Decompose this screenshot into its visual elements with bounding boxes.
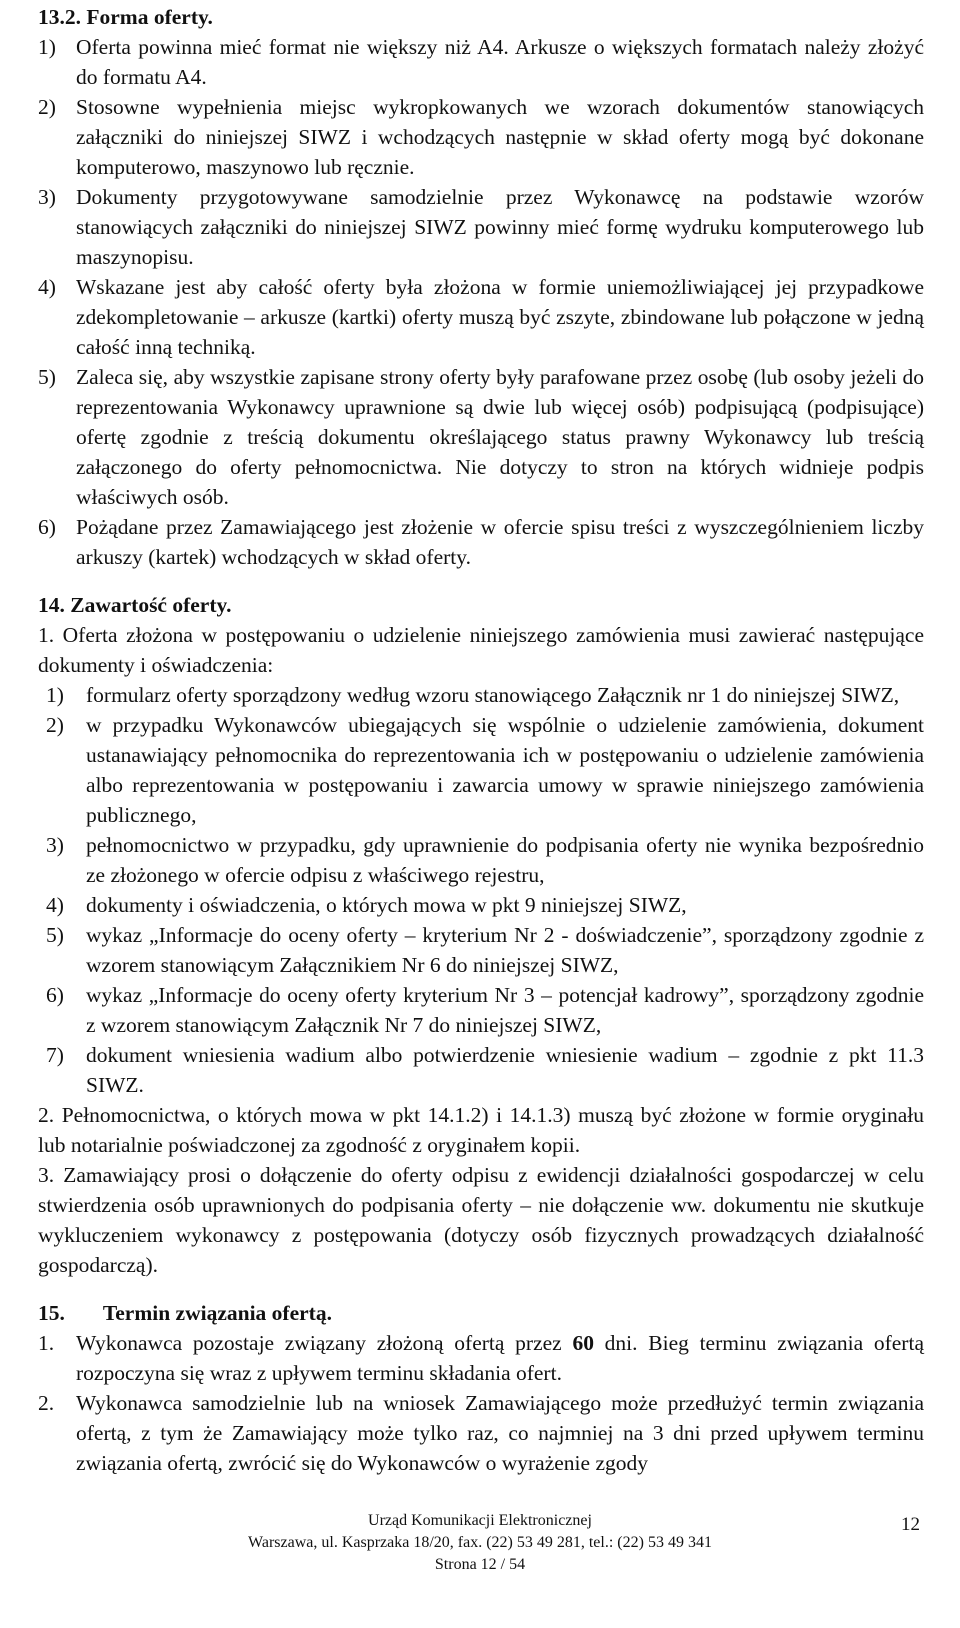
list-item-text-b: dni. Bieg terminu związania ofertą rozpoczyna się wraz z upływem terminu składania ofert. bbox=[76, 1331, 924, 1385]
footer-organization: Urząd Komunikacji Elektronicznej bbox=[368, 1512, 592, 1529]
list-item-number: 4) bbox=[46, 893, 64, 917]
list-item-number: 6) bbox=[38, 515, 56, 539]
list-item bbox=[38, 920, 924, 980]
section-13-2-heading: 13.2. Forma oferty. bbox=[38, 5, 213, 29]
list-item-number: 2) bbox=[46, 713, 64, 737]
section-14-paragraph-2 bbox=[38, 1100, 924, 1160]
list-item bbox=[38, 272, 924, 362]
list-item-text: pełnomocnictwo w przypadku, gdy uprawnienie do podpisania oferty nie wynika bezpośrednio ze złożonego w ofercie odpisu z właściwego rejestru, bbox=[86, 833, 924, 887]
list-item-number: 2) bbox=[38, 95, 56, 119]
list-item-text: dokument wniesienia wadium albo potwierdzenie wniesienie wadium – zgodnie z pkt 11.3 SIWZ. bbox=[86, 1043, 924, 1097]
list-item bbox=[38, 1328, 924, 1388]
list-item-text: Wskazane jest aby całość oferty była złożona w formie uniemożliwiającej jej przypadkowe zdekompletowanie – arkusze (kartki) oferty muszą być zszyte, zbindowane lub połączone w jedną całość inną techniką. bbox=[76, 275, 924, 359]
list-item-number: 1) bbox=[46, 683, 64, 707]
list-item-text: Dokumenty przygotowywane samodzielnie przez Wykonawcę na podstawie wzorów stanowiących załączniki do niniejszej SIWZ powinny mieć formę wydruku komputerowego lub maszynopisu. bbox=[76, 185, 924, 269]
list-item-text: Wykonawca samodzielnie lub na wniosek Zamawiającego może przedłużyć termin związania ofertą, z tym że Zamawiający może tylko raz, co najmniej na 3 dni przed upływem terminu związania ofertą, zwrócić się do Wykonawców o wyrażenie zgody bbox=[76, 1391, 924, 1475]
footer-page-count: Strona 12 / 54 bbox=[434, 1556, 526, 1573]
list-item-text: Pożądane przez Zamawiającego jest złożenie w ofercie spisu treści z wyszczególnieniem liczby arkuszy (kartek) wchodzących w skład oferty. bbox=[76, 515, 924, 569]
list-item-number: 2. bbox=[38, 1391, 55, 1415]
paragraph-text: Zamawiający prosi o dołączenie do oferty odpisu z ewidencji działalności gospodarczej w celu stwierdzenia osób uprawnionych do podpisania oferty – nie dołączenie ww. dokumentu nie skutkuje wykluczeniem wykonawcy z postępowania (dotyczy osób fizycznych prowadzących działalność gospodarczą). bbox=[38, 1163, 925, 1277]
list-item-number: 1) bbox=[38, 35, 56, 59]
list-item-text: dokumenty i oświadczenia, o których mowa w pkt 9 niniejszej SIWZ, bbox=[86, 893, 687, 917]
section-14-sublist bbox=[38, 680, 924, 1100]
list-item-number: 5) bbox=[38, 365, 56, 389]
section-14-paragraph-3 bbox=[38, 1160, 924, 1280]
document-page bbox=[38, 2, 924, 1478]
list-item bbox=[38, 1388, 924, 1478]
list-item-text: wykaz „Informacje do oceny oferty – kryterium Nr 2 - doświadczenie”, sporządzony zgodnie z wzorem stanowiącym Załącznikiem Nr 6 do niniejszej SIWZ, bbox=[86, 923, 924, 977]
paragraph-number: 2. bbox=[38, 1103, 55, 1127]
paragraph-number: 3. bbox=[38, 1163, 55, 1187]
page-footer bbox=[0, 1510, 960, 1576]
list-item-text: formularz oferty sporządzony według wzoru stanowiącego Załącznik nr 1 do niniejszej SIWZ, bbox=[86, 683, 900, 707]
paragraph-number: 1. bbox=[38, 623, 55, 647]
footer-address: Warszawa, ul. Kasprzaka 18/20, fax. (22) 53 49 281, tel.: (22) 53 49 341 bbox=[248, 1534, 712, 1551]
list-item bbox=[38, 890, 924, 920]
list-item-number: 5) bbox=[46, 923, 64, 947]
section-15-title: Termin związania ofertą. bbox=[102, 1301, 332, 1325]
list-item bbox=[38, 182, 924, 272]
list-item bbox=[38, 710, 924, 830]
list-item bbox=[38, 512, 924, 572]
paragraph-text: Oferta złożona w postępowaniu o udzielenie niniejszego zamówienia musi zawierać następujące dokumenty i oświadczenia: bbox=[38, 623, 924, 677]
list-item-number: 4) bbox=[38, 275, 56, 299]
paragraph-text: Pełnomocnictwa, o których mowa w pkt 14.1.2) i 14.1.3) muszą być złożone w formie oryginału lub notarialnie poświadczonej za zgodność z oryginałem kopii. bbox=[38, 1103, 924, 1157]
list-item-text-a: Wykonawca pozostaje związany złożoną ofertą przez bbox=[76, 1331, 573, 1355]
list-item-number: 3) bbox=[46, 833, 64, 857]
list-item bbox=[38, 362, 924, 512]
list-item-text: w przypadku Wykonawców ubiegających się wspólnie o udzielenie zamówienia, dokument ustanawiający pełnomocnika do reprezentowania ich w postępowaniu o udzielenie zamówienia albo reprezentowania w postępowaniu i zawarcia umowy w sprawie niniejszego zamówienia publicznego, bbox=[86, 713, 924, 827]
list-item-text: wykaz „Informacje do oceny oferty kryterium Nr 3 – potencjał kadrowy”, sporządzony zgodnie z wzorem stanowiącym Załącznik Nr 7 do niniejszej SIWZ, bbox=[86, 983, 924, 1037]
section-13-2-list bbox=[38, 32, 924, 572]
section-14-heading: 14. Zawartość oferty. bbox=[38, 593, 232, 617]
offer-validity-days: 60 bbox=[572, 1331, 594, 1355]
section-15-number: 15. bbox=[38, 1301, 65, 1325]
list-item bbox=[38, 680, 924, 710]
list-item bbox=[38, 1040, 924, 1100]
list-item bbox=[38, 92, 924, 182]
section-15-list bbox=[38, 1328, 924, 1478]
list-item-text: Oferta powinna mieć format nie większy niż A4. Arkusze o większych formatach należy złożyć do formatu A4. bbox=[76, 35, 924, 89]
list-item bbox=[38, 32, 924, 92]
list-item-number: 7) bbox=[46, 1043, 64, 1067]
list-item-number: 3) bbox=[38, 185, 56, 209]
list-item-text: Zaleca się, aby wszystkie zapisane strony oferty były parafowane przez osobę (lub osoby jeżeli do reprezentowania Wykonawcy uprawnione są dwie lub więcej osób) podpisującą (podpisujące) ofertę zgodnie z treścią dokumentu określającego status prawny Wykonawcy lub treścią załączonego do oferty pełnomocnictwa. Nie dotyczy to stron na których widnieje podpis właściwych osób. bbox=[76, 365, 924, 509]
section-14-paragraph-1 bbox=[38, 620, 924, 680]
section-15-heading bbox=[38, 1298, 924, 1328]
list-item-number: 1. bbox=[38, 1331, 55, 1355]
list-item-number: 6) bbox=[46, 983, 64, 1007]
page-number: 12 bbox=[901, 1514, 920, 1535]
list-item bbox=[38, 980, 924, 1040]
list-item-text: Stosowne wypełnienia miejsc wykropkowanych we wzorach dokumentów stanowiących załączniki do niniejszej SIWZ i wchodzących następnie w skład oferty mogą być dokonane komputerowo, maszynowo lub ręcznie. bbox=[76, 95, 924, 179]
list-item bbox=[38, 830, 924, 890]
